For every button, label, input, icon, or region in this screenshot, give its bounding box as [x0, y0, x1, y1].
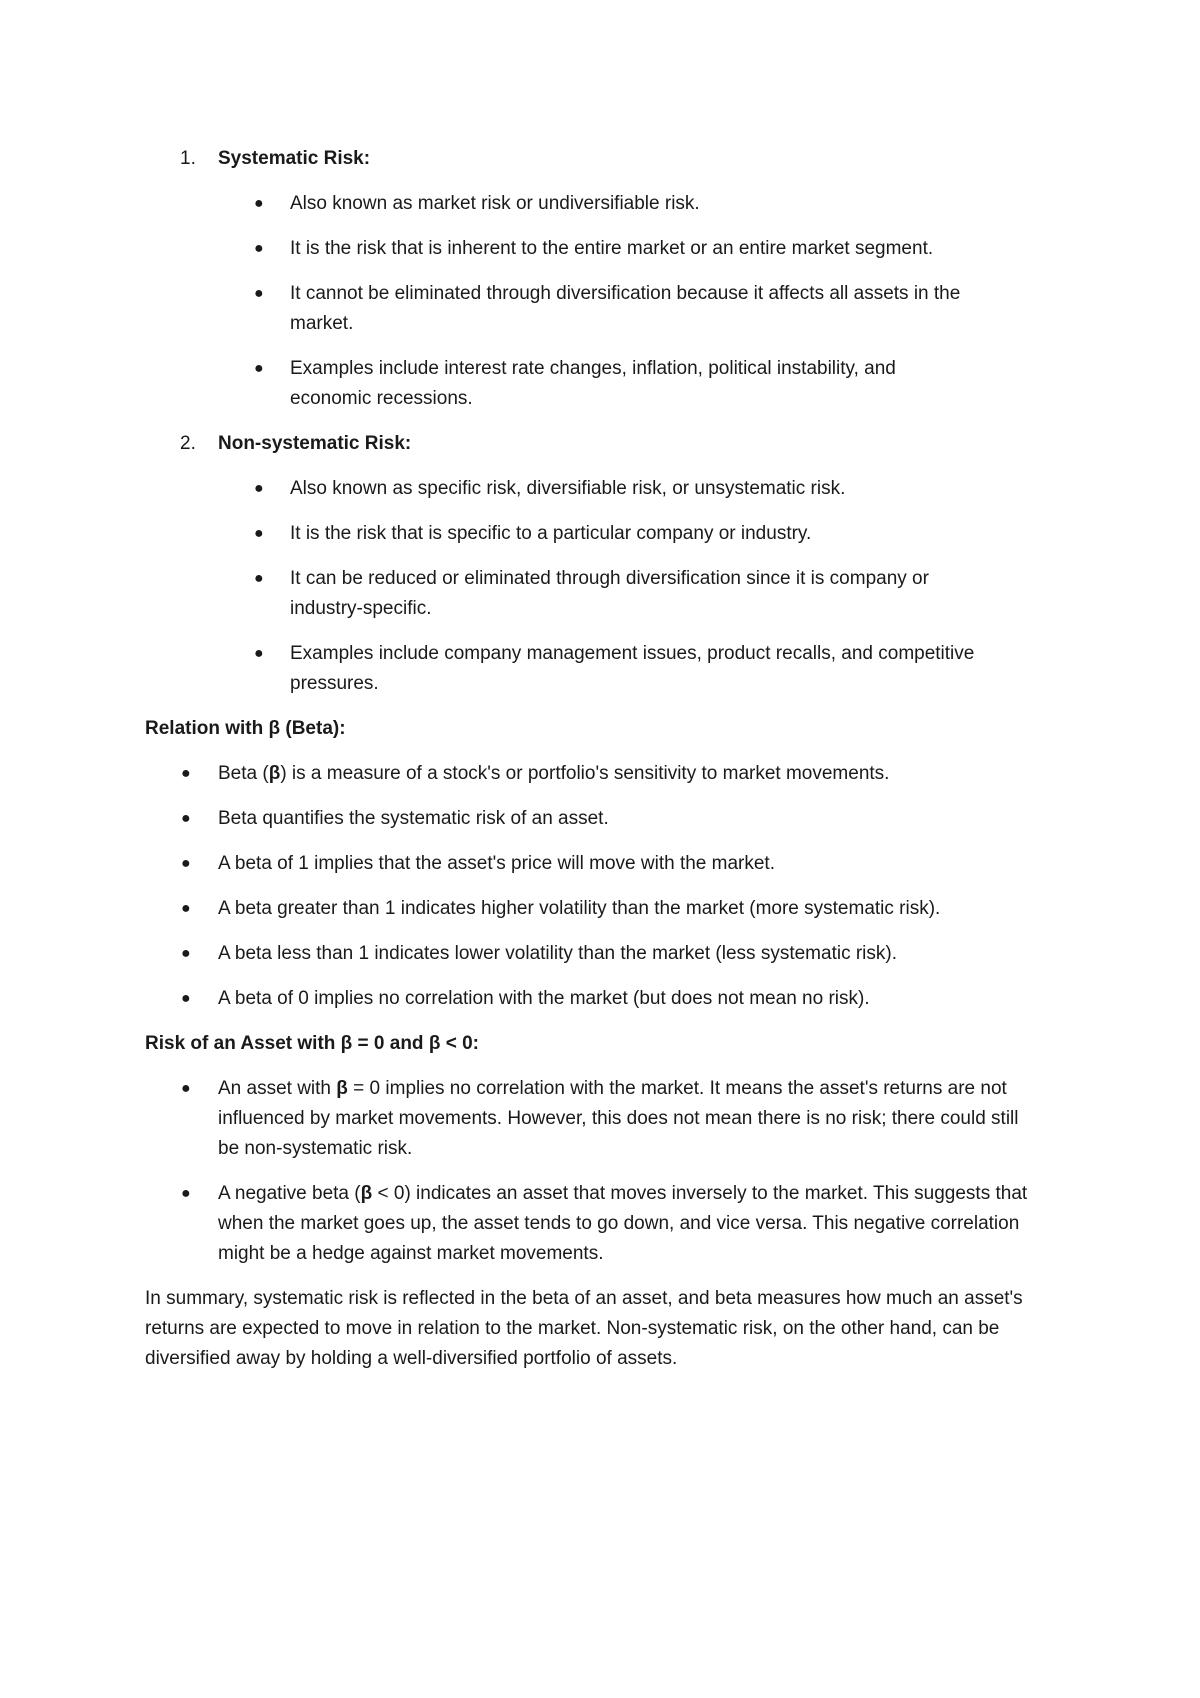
- beta-relation-heading: Relation with β (Beta):: [145, 718, 346, 739]
- list-item: [145, 759, 1038, 789]
- list-item-text: Beta quantifies the systematic risk of an asset.: [218, 808, 609, 829]
- beta-symbol: β: [336, 1078, 348, 1099]
- bullet-icon: ●: [254, 195, 264, 212]
- bullet-icon: ●: [181, 810, 191, 827]
- list-item-text: Also known as market risk or undiversifiable risk.: [290, 193, 700, 214]
- list-item-text: A beta of 1 implies that the asset's price will move with the market.: [218, 853, 775, 874]
- document-body: [145, 144, 1055, 1374]
- list-item-text: A beta of 0 implies no correlation with the market (but does not mean no risk).: [218, 988, 870, 1009]
- list-item: [218, 279, 980, 339]
- list-item-text: An asset with β = 0 implies no correlation with the market. It means the asset's returns are not influenced by market movements. However, this does not mean there is no risk; there could still be non-systematic risk.: [218, 1078, 1019, 1159]
- list-item: [145, 804, 1038, 834]
- bullet-icon: ●: [181, 1080, 191, 1097]
- list-item: [145, 984, 1038, 1014]
- list-item-text: A beta greater than 1 indicates higher volatility than the market (more systematic risk).: [218, 898, 941, 919]
- bullet-icon: ●: [254, 525, 264, 542]
- list-item-text: A beta less than 1 indicates lower volatility than the market (less systematic risk).: [218, 943, 897, 964]
- list-item: [218, 564, 980, 624]
- beta-symbol: β: [268, 763, 281, 784]
- list-item-text: Beta (β) is a measure of a stock's or portfolio's sensitivity to market movements.: [218, 763, 890, 784]
- list-item: [218, 234, 980, 264]
- list-item: [145, 1074, 1038, 1164]
- bullet-icon: ●: [254, 360, 264, 377]
- list-item-text: It is the risk that is specific to a particular company or industry.: [290, 523, 812, 544]
- list-item: [218, 354, 980, 414]
- list-item: [145, 939, 1038, 969]
- section-title: Systematic Risk:: [218, 148, 371, 169]
- list-number: 2.: [180, 433, 196, 454]
- list-item: [218, 189, 980, 219]
- bullet-icon: ●: [181, 765, 191, 782]
- bullet-icon: ●: [181, 990, 191, 1007]
- section-title: Non-systematic Risk:: [218, 433, 412, 454]
- list-item: [218, 474, 980, 504]
- list-number: 1.: [180, 148, 196, 169]
- bullet-icon: ●: [254, 480, 264, 497]
- numbered-item-systematic-risk: [145, 144, 1055, 414]
- list-item-text: Examples include company management issues, product recalls, and competitive pressures.: [290, 643, 975, 694]
- list-item-text: Examples include interest rate changes, inflation, political instability, and economic recessions.: [290, 358, 896, 409]
- beta-symbol: β: [360, 1183, 373, 1204]
- risk-beta-heading: Risk of an Asset with β = 0 and β < 0:: [145, 1033, 479, 1054]
- beta-relation-list: [145, 759, 1055, 1014]
- list-item-text: It cannot be eliminated through diversification because it affects all assets in the market.: [290, 283, 961, 334]
- non-systematic-risk-list: [218, 474, 1055, 699]
- bullet-icon: ●: [254, 570, 264, 587]
- list-item: [145, 894, 1038, 924]
- summary-paragraph: In summary, systematic risk is reflected in the beta of an asset, and beta measures how much an asset's returns are expected to move in relation to the market. Non-systematic risk, on the other hand, can be diversified away by holding a well-diversified portfolio of assets.: [145, 1288, 1023, 1369]
- list-item-text: It is the risk that is inherent to the entire market or an entire market segment.: [290, 238, 934, 259]
- numbered-item-non-systematic-risk: [145, 429, 1055, 699]
- bullet-icon: ●: [181, 945, 191, 962]
- bullet-icon: ●: [181, 900, 191, 917]
- list-item-text: It can be reduced or eliminated through diversification since it is company or industry-specific.: [290, 568, 929, 619]
- bullet-icon: ●: [254, 240, 264, 257]
- risk-beta-list: [145, 1074, 1055, 1269]
- list-item-text: Also known as specific risk, diversifiable risk, or unsystematic risk.: [290, 478, 846, 499]
- bullet-icon: ●: [181, 855, 191, 872]
- list-item: [218, 519, 980, 549]
- systematic-risk-list: [218, 189, 1055, 414]
- bullet-icon: ●: [181, 1185, 191, 1202]
- list-item: [145, 849, 1038, 879]
- list-item-text: A negative beta (β < 0) indicates an asset that moves inversely to the market. This suggests that when the market goes up, the asset tends to go down, and vice versa. This negative correlation might be a hedge against market movements.: [218, 1183, 1028, 1264]
- list-item: [145, 1179, 1038, 1269]
- bullet-icon: ●: [254, 285, 264, 302]
- list-item: [218, 639, 980, 699]
- bullet-icon: ●: [254, 645, 264, 662]
